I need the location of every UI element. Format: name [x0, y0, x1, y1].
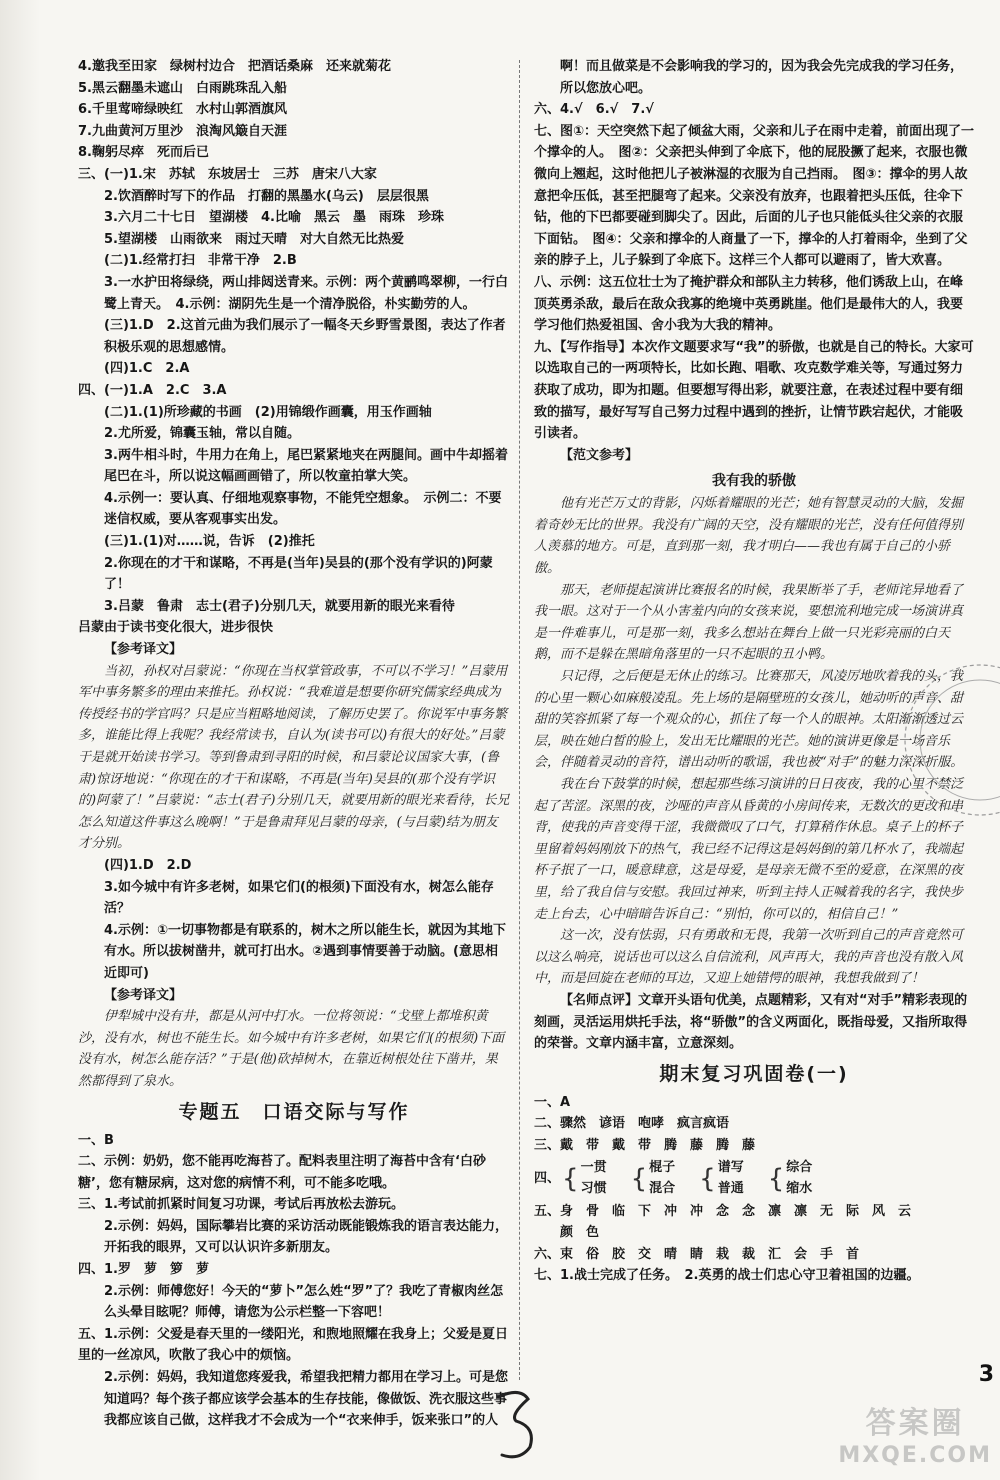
word-pair	[649, 1157, 675, 1200]
answer-line: 5.黑云翻墨未遮山 白雨跳珠乱入船	[78, 80, 287, 96]
answer-line: 啊！而且做菜是不会影响我的学习的，因为我会先完成我的学习任务，所以您放心吧。	[560, 59, 964, 96]
question-label: 四、	[534, 1170, 561, 1186]
answer-line: 六、束 俗 胶 交 晴 睛 栽 裁 汇 会 手 首	[534, 1246, 860, 1262]
translation-label: 【参考译文】	[104, 642, 183, 658]
answer-line: 四、1.罗 萝 箩 萝	[78, 1262, 209, 1278]
answer-line: 四、(一)1.A 2.C 3.A	[78, 382, 227, 398]
watermark-logo	[838, 1408, 992, 1472]
essay-paragraph: 这一次，没有怯弱，只有勇敢和无畏，我第一次听到自己的声音竟然可以这么响亮，说话也可以这么自信流利，风声再大，我的声音也没有散入风中，而是回旋在老师的耳边，又迎上她错愕的眼神，我想我做到了！	[534, 928, 964, 987]
answer-line: 五、身 骨 临 下 冲 冲 念 念 凛 凛 无 际 风 云	[534, 1203, 912, 1219]
answer-line: 八、示例：这五位壮士为了掩护群众和部队主力转移，他们诱敌上山，在峰顶英勇杀敌，最后在敌众我寡的绝境中英勇跳崖。他们是最伟大的人，我要学习他们热爱祖国、舍小我为大我的精神。	[534, 274, 964, 334]
essay-paragraph: 那天，老师提起演讲比赛报名的时候，我果断举了手，老师诧异地看了我一眼。这对于一个从小害羞内向的女孩来说，要想流利地完成一场演讲真是一件难事儿，可是那一刻，我多么想站在舞台上做一只光彩亮丽的白天鹅，而不是躲在黑暗角落里的一只不起眼的丑小鸭。	[534, 582, 964, 663]
essay-ref-label: 【范文参考】	[560, 447, 639, 463]
watermark-url: MXQE.COM	[838, 1443, 992, 1468]
answer-line: 二、骤然 谚语 咆哮 疯言疯语	[534, 1116, 730, 1132]
teacher-comment: 【名师点评】文章开头语句优美，点题精彩，又有对“对手”精彩表现的刻画，灵活运用烘托手法，将“骄傲”的含义两面化，既指母爱，又指所取得的荣誉。文章内涵丰富，立意深刻。	[534, 992, 968, 1052]
answer-line: 九、【写作指导】本次作文题要求写“我”的骄傲，也就是自己的特长。大家可以选取自己的一两项特长，比如长跑、唱歌、攻克数学难关等，写通过努力获取了成功，即为扣题。但要想写得出彩，就要注意，在表述过程中要有细致的描写，最好写写自己努力过程中遇到的挫折，让情节跌宕起伏，才能吸引读者。	[534, 339, 974, 442]
answer-line: 2.示例：妈妈，我知道您疼爱我，希望我把精力都用在学习上。可是您知道吗？每个孩子都应该学会基本的生存技能，像做饭、洗衣服这些事我都应该自己做，这样我才不会成为一个“衣来伸手，饭来张口”的人	[104, 1370, 508, 1429]
answer-line: (三)1.(1)对……说，告诉 (2)推托	[104, 534, 315, 550]
answer-line: (二)1.(1)所珍藏的书画 (2)用锦缎作画囊，用玉作画轴	[104, 404, 432, 420]
word-pair-groups	[534, 1157, 974, 1201]
word-pair	[581, 1157, 607, 1200]
essay-paragraph: 只记得，之后便是无休止的练习。比赛那天，风凌厉地吹着我的头，我的心里一颗心如麻般凌乱。先上场的是隔壁班的女孩儿，她动听的声音、甜甜的笑容抓紧了每一个观众的心，抓住了每一个人的眼神。太阳渐渐透过云层，映在她白皙的脸上，发出无比耀眼的光芒。她的演讲更像是一场音乐会，伴随着灵动的音符，谱出动听的歌谣，我也被“对手”的魅力深深折服。	[534, 669, 964, 771]
left-column	[78, 56, 510, 1429]
answer-line: (四)1.D 2.D	[104, 857, 192, 873]
answer-line: 吕蒙由于读书变化很大，进步很快	[78, 620, 274, 636]
answer-line: 3.六月二十七日 望湖楼 4.比喻 黑云 墨 雨珠 珍珠	[104, 210, 444, 226]
answer-line: (三)1.D 2.这首元曲为我们展示了一幅冬天乡野雪景图，表达了作者积极乐观的思想感情。	[104, 318, 506, 355]
answer-line: 七、1.战士完成了任务。 2.英勇的战士们忠心守卫着祖国的边疆。	[534, 1268, 920, 1284]
brace-mark: {	[630, 1163, 648, 1194]
essay-paragraph: 我在台下鼓掌的时候，想起那些练习演讲的日日夜夜，我的心里不禁泛起了苦涩。深黑的夜，沙哑的声音从昏黄的小房间传来，无数次的更改和串背，使我的声音变得干涩，我微微叹了口气，打算稍作休息。桌子上的杯子里留着妈妈刚放下的热气，我已经不记得这是妈妈倒的第几杯水了，我端起杯子抿了一口，暖意肆意，这是母爱，是母亲无微不至的爱意，在深黑的夜里，给了我自信与安慰。我回过神来，听到主持人正喊着我的名字，我快步走上台去，心中暗暗告诉自己：“别怕，你可以的，相信自己！”	[534, 777, 964, 922]
word: 普通	[717, 1181, 744, 1197]
answer-line: 2.你现在的才干和谋略，不再是(当年)吴县的(那个没有学识的)阿蒙了！	[104, 555, 493, 593]
word: 综合	[786, 1159, 813, 1175]
answer-line: 5.望湖楼 山雨欲来 雨过天晴 对大自然无比热爱	[104, 231, 404, 247]
answer-line: (二)1.经常打扫 非常干净 2.B	[104, 253, 297, 269]
answer-line: 2.示例：师傅您好！今天的“萝卜”怎么姓“罗”了？我吃了青椒肉丝怎么头晕目眩呢？师傅，请您为公示栏整一下容吧！	[104, 1283, 504, 1321]
answer-line: 一、B	[78, 1132, 114, 1148]
answer-line: 7.九曲黄河万里沙 浪淘风簸自天涯	[78, 123, 287, 139]
answer-line: 2.饮酒醉时写下的作品 打翻的黑墨水(乌云) 层层很黑	[104, 188, 429, 204]
word-pair	[718, 1157, 744, 1200]
word: 谱写	[717, 1159, 744, 1175]
answer-line: 4.示例：①一切事物都是有联系的，树木之所以能生长，就因为其地下有水。所以拔树凿井，就可打出水。②遇到事情要善于动脑。(意思相近即可)	[104, 922, 506, 981]
answer-line: 六、4.√ 6.√ 7.√	[534, 102, 654, 118]
word: 混合	[649, 1181, 676, 1197]
answer-line: 颜 色	[560, 1225, 600, 1241]
brace-mark: {	[562, 1163, 579, 1194]
stamp-outline	[900, 640, 1000, 840]
page-number: 3	[978, 1362, 994, 1387]
exam-title: 期末复习巩固卷(一)	[659, 1062, 849, 1085]
answer-line: 3.两牛相斗时，牛用力在角上，尾巴紧紧地夹在两腿间。画中牛却摇着尾巴在斗，所以说这幅画画错了，所以牧童拍掌大笑。	[104, 447, 508, 485]
essay-title: 我有我的骄傲	[712, 473, 796, 490]
column-divider	[519, 60, 520, 1380]
answer-line: (四)1.C 2.A	[104, 361, 190, 377]
page-fold-shadow	[0, 0, 40, 1480]
answer-line: 2.示例：妈妈，国际攀岩比赛的采访活动既能锻炼我的语言表达能力，开拓我的眼界，又可以认识许多新朋友。	[104, 1218, 508, 1256]
word: 一贯	[580, 1159, 607, 1175]
answer-line: 五、1.示例：父爱是春天里的一缕阳光，和煦地照耀在我身上；父爱是夏日里的一丝凉风，吹散了我心中的烦恼。	[78, 1326, 508, 1364]
section-title: 专题五 口语交际与写作	[178, 1100, 410, 1123]
word-pair	[786, 1157, 812, 1200]
answer-line: 4.邀我至田家 绿树村边合 把酒话桑麻 还来就菊花	[78, 59, 391, 74]
answer-line: 2.尤所爱，锦囊玉轴，常以自随。	[104, 426, 300, 442]
answer-line: 三、1.考试前抓紧时间复习功课，考试后再放松去游玩。	[78, 1197, 404, 1213]
watermark-text: 答案圈	[865, 1406, 965, 1441]
answer-line: 七、图①：天空突然下起了倾盆大雨，父亲和儿子在雨中走着，前面出现了一个撑伞的人。 图②：父亲把头伸到了伞底下，他的屁股撅了起来，衣服也微微向上翘起，这时他把儿子被淋湿的衣服为自己挡雨。 图③：撑伞的男人故意把伞压低，甚至把腿弯了起来。父亲没有放弃，也跟着把头压低，往伞下钻，他的下巴都要碰到脚尖了。因此，后面的儿子也只能低头往父亲的衣服下面钻。 图④：父亲和撑伞的人商量了一下，撑伞的人打着雨伞，坐到了父亲的脖子上，儿子躲到了伞底下。这样三个人都可以避雨了，皆大欢喜。	[534, 123, 975, 269]
answer-line: 一、A	[534, 1094, 571, 1110]
translation-text: 伊犁城中没有井，都是从河中打水。一位将领说：“戈壁上都堆积黄沙，没有水，树也不能生长。如今城中有许多老树，如果它们(的根须)下面没有水，树怎么能存活？”于是(他)砍掉树木，在靠近树根处往下凿井，果然都得到了泉水。	[78, 1009, 505, 1089]
word: 习惯	[580, 1181, 607, 1197]
handwritten-scribble	[490, 1385, 550, 1465]
answer-line: 4.示例一：要认真、仔细地观察事物，不能凭空想象。 示例二：不要迷信权威，要从客观事实出发。	[104, 490, 502, 528]
translation-label: 【参考译文】	[104, 987, 183, 1003]
answer-line: 三、戴 带 戴 带 腾 藤 腾 藤	[534, 1137, 756, 1153]
answer-line: 3.一水护田将绿绕，两山排闼送青来。示例：两个黄鹂鸣翠柳，一行白鹭上青天。 4.示例：湖阴先生是一个清净脱俗，朴实勤劳的人。	[104, 274, 508, 312]
word: 缩水	[786, 1181, 813, 1197]
brace-mark: {	[767, 1163, 785, 1194]
translation-text: 当初，孙权对吕蒙说：“你现在当权掌管政事，不可以不学习！”吕蒙用军中事务繁多的理由来推托。孙权说：“我难道是想要你研究儒家经典成为传授经书的学官吗？只是应当粗略地阅读，了解历史罢了。你说军中事务繁多，谁能比得上我呢？我经常读书，自认为(读书可以)有很大的好处。”吕蒙于是就开始读书学习。等到鲁肃到寻阳的时候，和吕蒙论议国家大事，(鲁肃)惊讶地说：“你现在的才干和谋略，不再是(当年)吴县的(那个没有学识的)阿蒙了！”吕蒙说：“志士(君子)分别几天，就要用新的眼光来看待，长兄怎么知道这件事这么晚啊！”于是鲁肃拜见吕蒙的母亲，(与吕蒙)结为朋友才分别。	[78, 663, 510, 852]
answer-line: 3.吕蒙 鲁肃 志士(君子)分别几天，就要用新的眼光来看待	[104, 598, 455, 614]
brace-mark: {	[699, 1163, 716, 1194]
word: 棍子	[649, 1159, 676, 1175]
answer-line: 二、示例：奶奶，您不能再吃海苔了。配料表里注明了海苔中含有‘白砂糖’，您有糖尿病，这对您的病情不利，可不能多吃哦。	[78, 1154, 486, 1191]
answer-line: 8.鞠躬尽瘁 死而后已	[78, 145, 209, 161]
answer-line: 三、(一)1.宋 苏轼 东坡居士 三苏 唐宋八大家	[78, 166, 377, 182]
essay-paragraph: 他有光芒万丈的背影，闪烁着耀眼的光芒；她有智慧灵动的大脑，发掘着奇妙无比的世界。我没有广阔的天空，没有耀眼的光芒，没有任何值得别人羡慕的地方。可是，直到那一刻，我才明白——我也有属于自己的小骄傲。	[534, 496, 964, 577]
answer-line: 3.如今城中有许多老树，如果它们(的根须)下面没有水，树怎么能存活？	[104, 879, 494, 917]
answer-line: 6.千里莺啼绿映红 水村山郭酒旗风	[78, 102, 287, 118]
